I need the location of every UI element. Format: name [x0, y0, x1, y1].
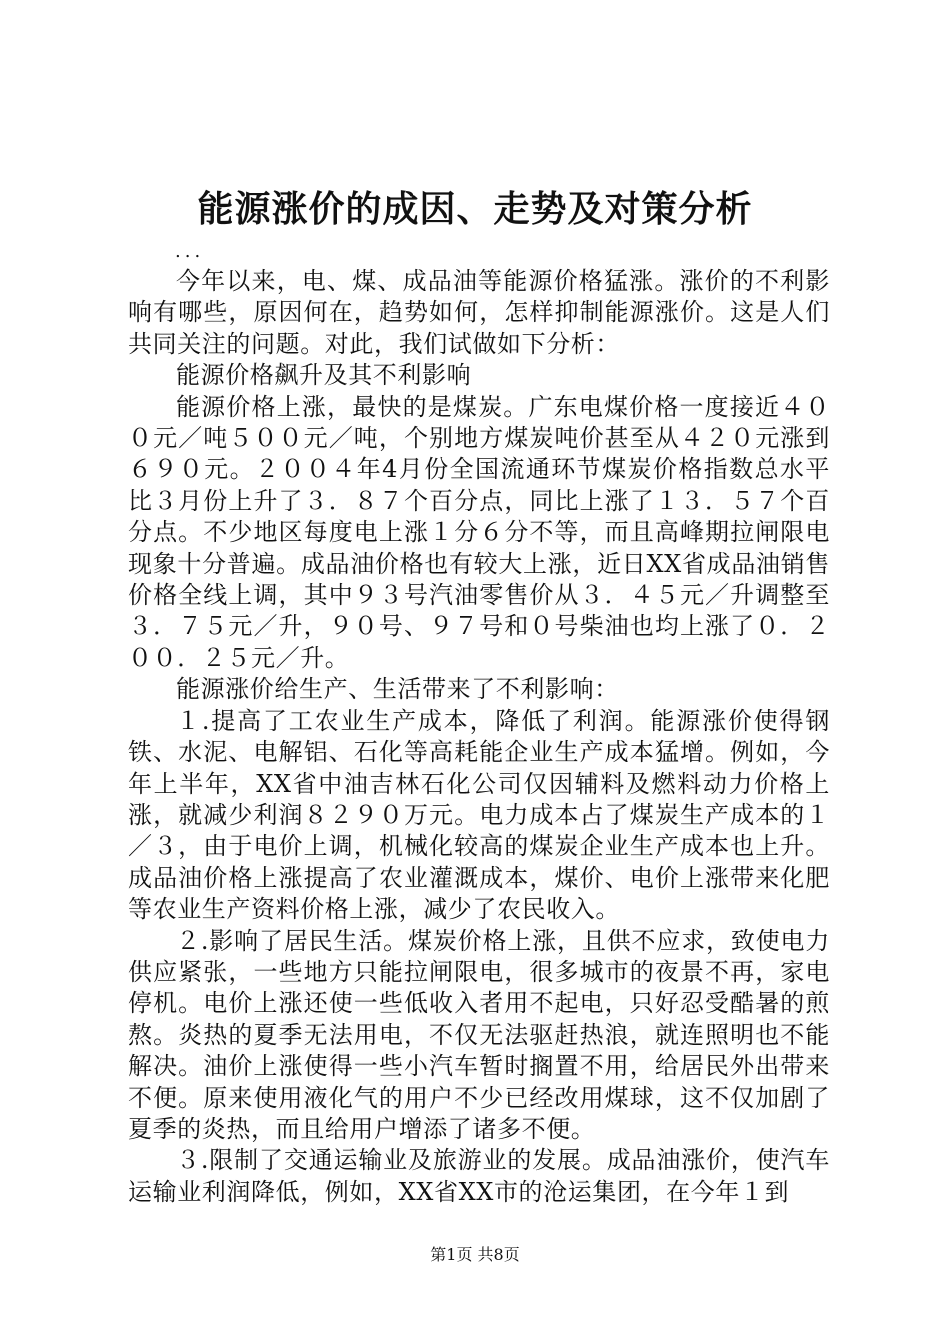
page-number: 第1页 共8页 — [430, 1245, 520, 1264]
paragraph-impact-lead: 能源涨价给生产、生活带来了不利影响： — [176, 675, 619, 704]
paragraph-intro: 今年以来，电、煤、成品油等能源价格猛涨。涨价的不利影响有哪些，原因何在，趋势如何，怎样抑制能源涨价。这是人们共同关注的问题。对此，我们试做如下分析： — [128, 267, 830, 358]
document-title: 能源涨价的成因、走势及对策分析 — [197, 188, 753, 230]
paragraph-price-rise: 能源价格上涨，最快的是煤炭。广东电煤价格一度接近４００元／吨５００元／吨，个别地方煤炭吨价甚至从４２０元涨到６９０元。２００４年4月份全国流通环节煤炭价格指数总水平比３月份上升了３．８７个百分点，同比上涨了１３．５７个百分点。不少地区每度电上涨１分６分不等，而且高峰期拉闸限电现象十分普遍。成品油价格也有较大上涨，近日XX省成品油销售价格全线上调，其中９３号汽油零售价从３．４５元／升调整至３．７５元／升，９０号、９７号和０号柴油也均上涨了０．２００．２５元／升。 — [128, 392, 830, 672]
ellipsis-mark: ... — [175, 241, 205, 262]
section-heading: 能源价格飙升及其不利影响 — [176, 361, 472, 390]
document-body — [128, 266, 830, 1208]
paragraph-point-3: ３.限制了交通运输业及旅游业的发展。成品油涨价，使汽车运输业利润降低，例如，XX省XX市的沧运集团，在今年１到 — [128, 1146, 830, 1206]
paragraph-point-1: １.提高了工农业生产成本，降低了利润。能源涨价使得钢铁、水泥、电解铝、石化等高耗能企业生产成本猛增。例如，今年上半年，XX省中油吉林石化公司仅因辅料及燃料动力价格上涨，就减少利润８２９０万元。电力成本占了煤炭生产成本的１／３，由于电价上调，机械化较高的煤炭企业生产成本也上升。成品油价格上涨提高了农业灌溉成本，煤价、电价上涨带来化肥等农业生产资料价格上涨，减少了农民收入。 — [128, 706, 830, 924]
paragraph-point-2: ２.影响了居民生活。煤炭价格上涨，且供不应求，致使电力供应紧张，一些地方只能拉闸限电，很多城市的夜景不再，家电停机。电价上涨还使一些低收入者用不起电，只好忍受酷暑的煎熬。炎热的夏季无法用电，不仅无法驱赶热浪，就连照明也不能解决。油价上涨使得一些小汽车暂时搁置不用，给居民外出带来不便。原来使用液化气的用户不少已经改用煤球，这不仅加剧了夏季的炎热，而且给用户增添了诸多不便。 — [128, 926, 830, 1143]
